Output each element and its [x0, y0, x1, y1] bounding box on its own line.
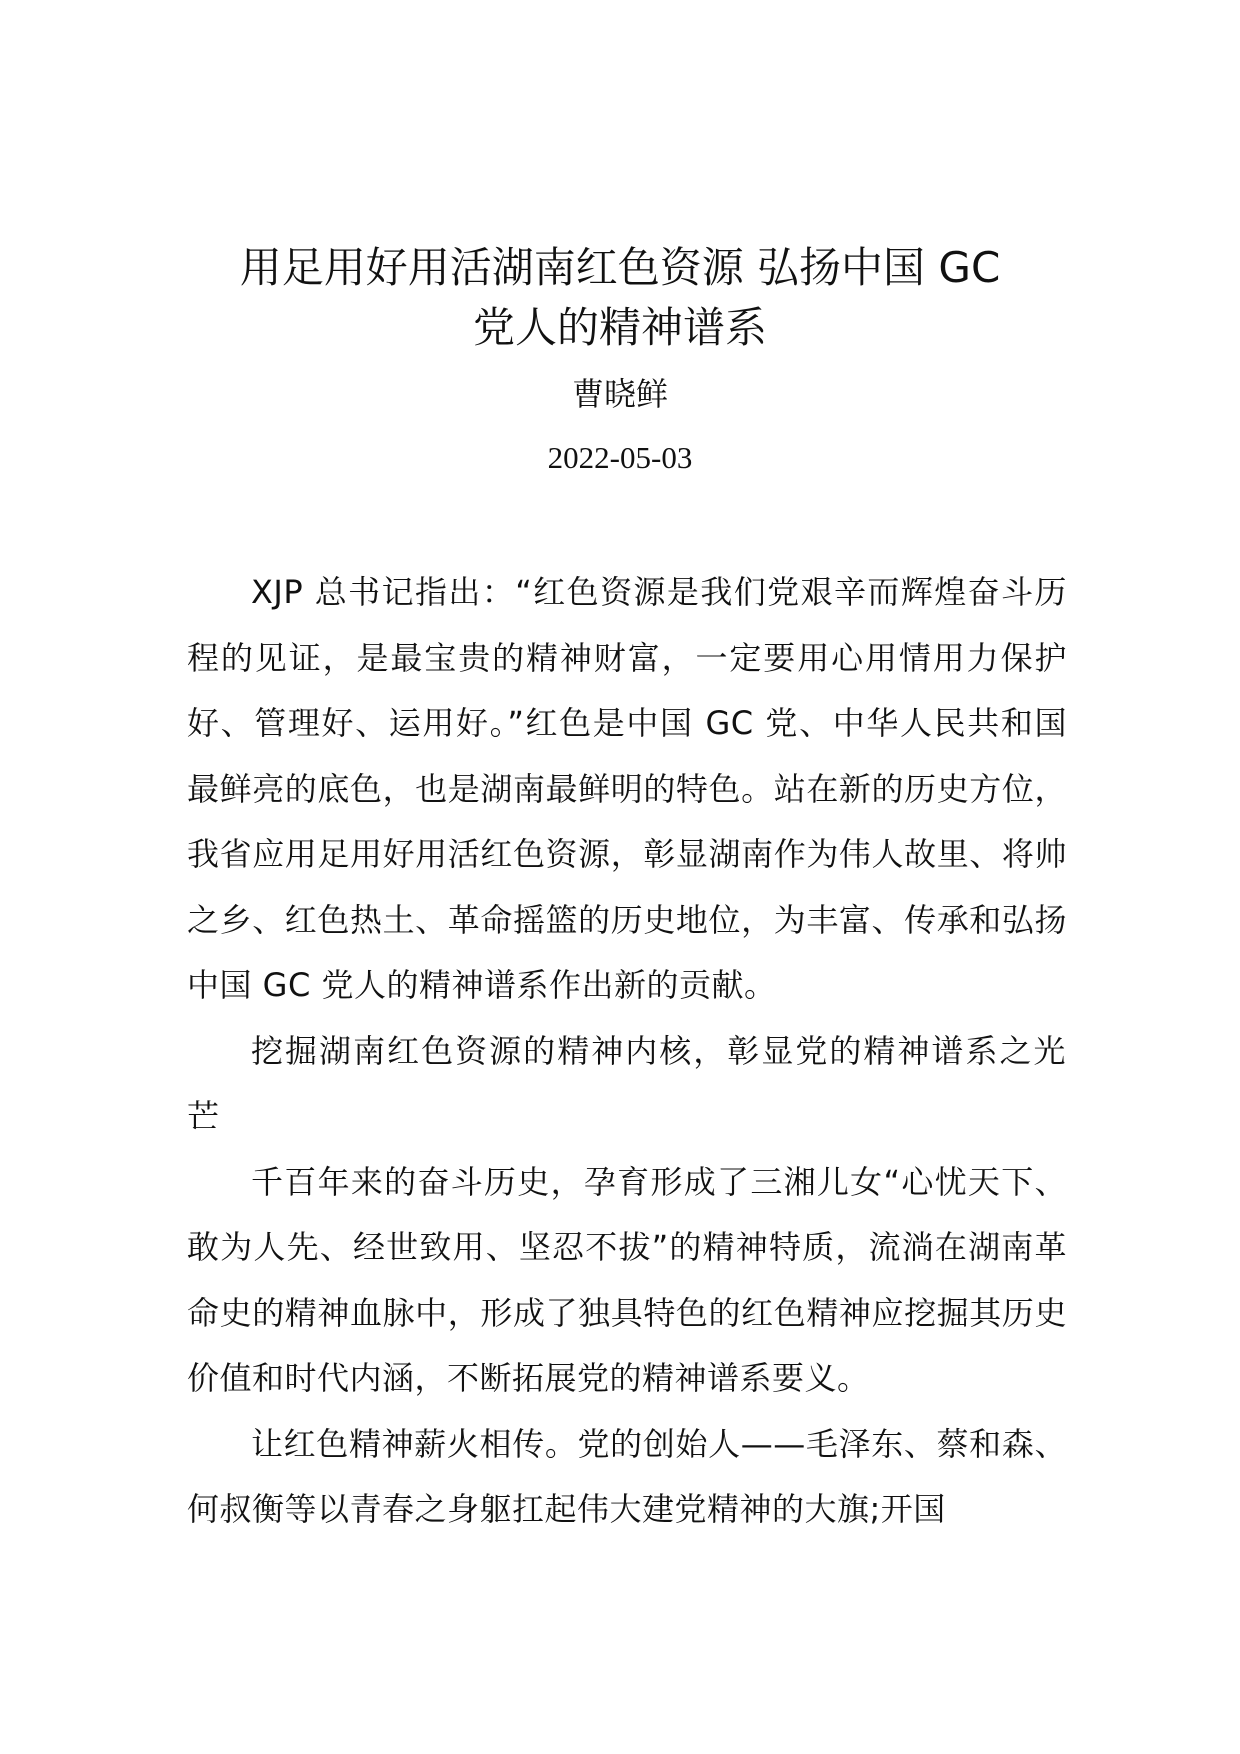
body-paragraph: 让红色精神薪火相传。党的创始人——毛泽东、蔡和森、何叔衡等以青春之身躯扛起伟大建党精神的大旗;开国 — [187, 1424, 1067, 1528]
article-body — [187, 560, 1067, 1543]
body-paragraph: 千百年来的奋斗历史，孕育形成了三湘儿女“心忧天下、敢为人先、经世致用、坚忍不拔”的精神特质，流淌在湖南革命史的精神血脉中，形成了独具特色的红色精神应挖掘其历史价值和时代内涵，不断拓展党的精神谱系要义。 — [187, 1162, 1067, 1397]
article-title-line-2: 党人的精神谱系 — [472, 303, 767, 352]
article-title — [0, 238, 1240, 358]
article-title-line-1: 用足用好用活湖南红色资源 弘扬中国 GC — [239, 243, 1001, 292]
article-date: 2022-05-03 — [547, 440, 693, 475]
body-paragraph: XJP 总书记指出：“红色资源是我们党艰辛而辉煌奋斗历程的见证，是最宝贵的精神财富，一定要用心用情用力保护好、管理好、运用好。”红色是中国 GC 党、中华人民共和国最鲜亮的底色，也是湖南最鲜明的特色。站在新的历史方位，我省应用足用好用活红色资源，彰显湖南作为伟人故里、将帅之乡、红色热土、革命摇篮的历史地位，为丰富、传承和弘扬中国 GC 党人的精神谱系作出新的贡献。 — [187, 573, 1067, 1004]
article-author: 曹晓鲜 — [571, 375, 668, 413]
section-heading: 挖掘湖南红色资源的精神内核，彰显党的精神谱系之光芒 — [187, 1031, 1067, 1135]
